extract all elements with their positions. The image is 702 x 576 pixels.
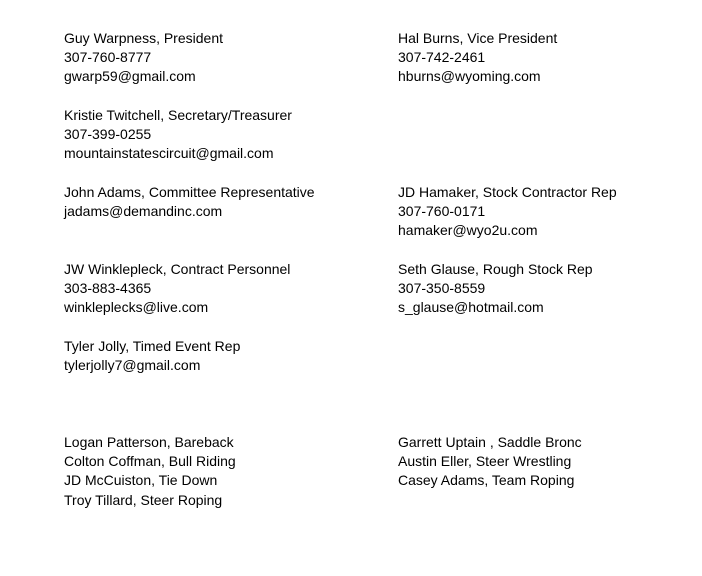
contact-name-role: Guy Warpness, President: [64, 30, 223, 46]
contact-email: mountainstatescircuit@gmail.com: [64, 145, 274, 162]
contact-name-role: Kristie Twitchell, Secretary/Treasurer: [64, 107, 292, 123]
contact-phone: 307-760-8777: [64, 49, 152, 66]
event-rep-item: JD McCuiston, Tie Down: [64, 472, 218, 489]
contact-email: winkleplecks@live.com: [64, 299, 209, 316]
contact-president: [64, 29, 223, 87]
contact-name-role: Hal Burns, Vice President: [398, 30, 558, 46]
event-reps-left-list: [64, 433, 236, 510]
contact-timed-event-rep: [64, 337, 240, 375]
contact-email: s_glause@hotmail.com: [398, 299, 544, 316]
event-rep-item: Logan Patterson, Bareback: [64, 434, 234, 450]
event-rep-item: Casey Adams, Team Roping: [398, 472, 575, 489]
contact-committee-representative: [64, 183, 315, 221]
event-rep-item: Troy Tillard, Steer Roping: [64, 491, 223, 508]
event-rep-item: Colton Coffman, Bull Riding: [64, 453, 236, 470]
event-rep-item: Garrett Uptain , Saddle Bronc: [398, 434, 582, 450]
contact-stock-contractor-rep: [398, 183, 617, 241]
event-reps-right-list: [398, 433, 582, 491]
contact-email: jadams@demandinc.com: [64, 203, 223, 220]
contact-name-role: John Adams, Committee Representative: [64, 184, 315, 200]
contact-email: hamaker@wyo2u.com: [398, 222, 538, 239]
contact-vice-president: [398, 29, 557, 87]
event-rep-item: Austin Eller, Steer Wrestling: [398, 453, 572, 470]
contact-email: gwarp59@gmail.com: [64, 68, 196, 85]
contact-name-role: JW Winklepleck, Contract Personnel: [64, 261, 291, 277]
contact-phone: 307-742-2461: [398, 49, 486, 66]
contact-email: hburns@wyoming.com: [398, 68, 541, 85]
contact-phone: 307-350-8559: [398, 280, 486, 297]
contact-contract-personnel: [64, 260, 290, 318]
contact-phone: 307-399-0255: [64, 126, 152, 143]
contact-secretary-treasurer: [64, 106, 292, 164]
contact-rough-stock-rep: [398, 260, 593, 318]
contact-name-role: Tyler Jolly, Timed Event Rep: [64, 338, 241, 354]
contact-name-role: Seth Glause, Rough Stock Rep: [398, 261, 593, 277]
contact-name-role: JD Hamaker, Stock Contractor Rep: [398, 184, 617, 200]
contact-phone: 307-760-0171: [398, 203, 486, 220]
contact-email: tylerjolly7@gmail.com: [64, 357, 201, 374]
contact-phone: 303-883-4365: [64, 280, 152, 297]
